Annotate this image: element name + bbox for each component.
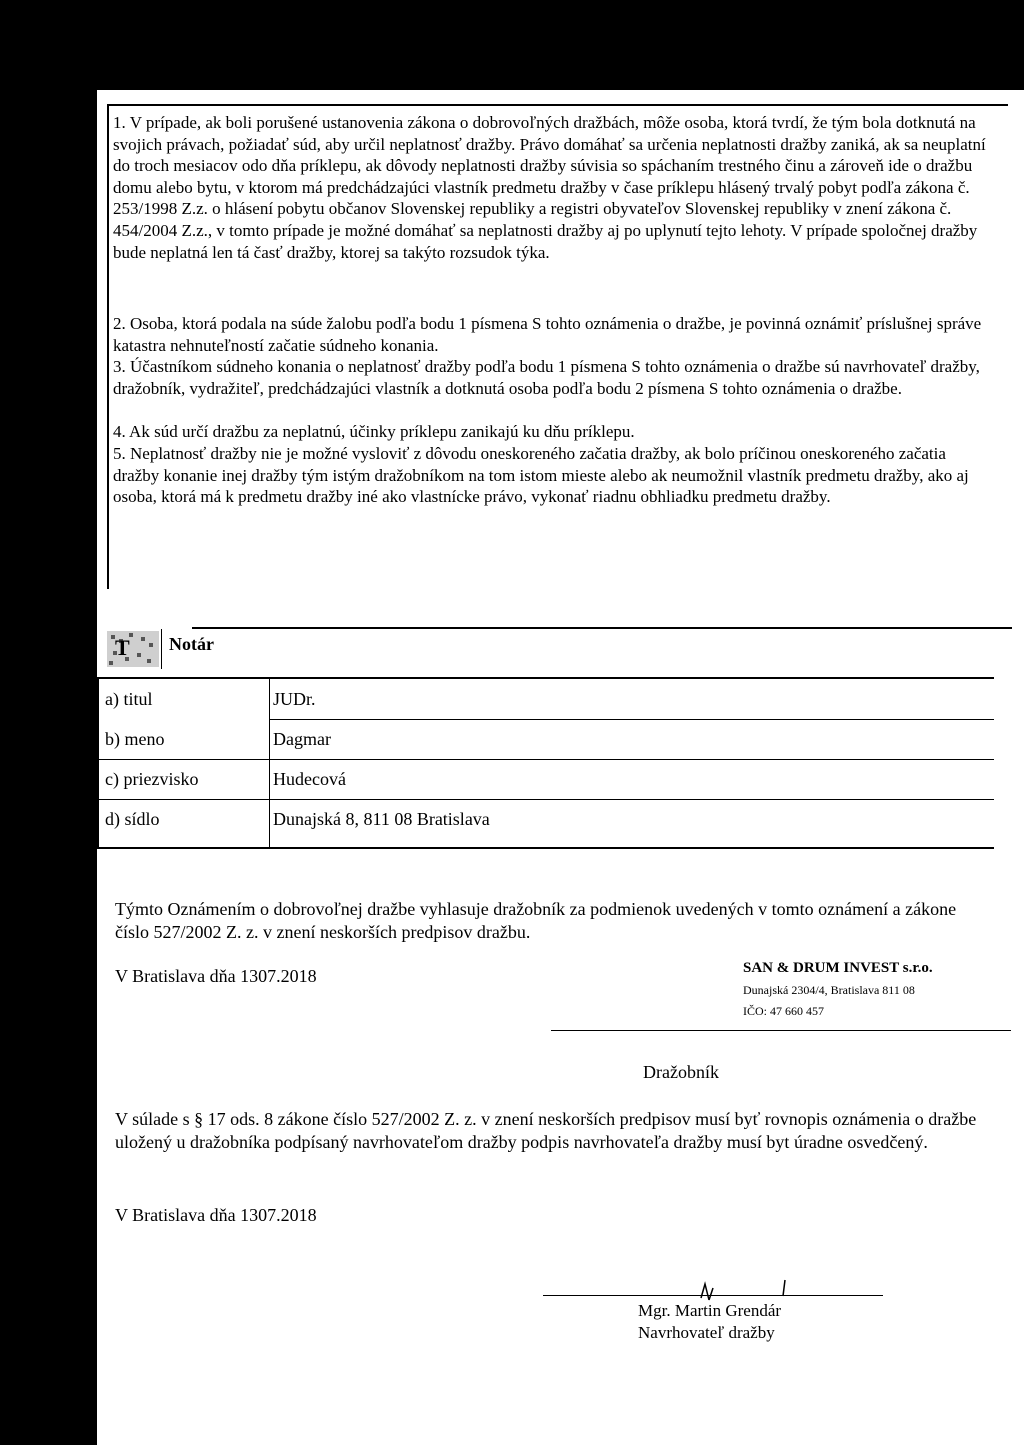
notary-label: a) titul <box>105 689 153 709</box>
place-date-2: V Bratislava dňa 1307.2018 <box>115 1205 317 1225</box>
signature-2-block <box>638 1300 781 1344</box>
notary-row-title <box>99 681 994 719</box>
signature-2-role: Navrhovateľ dražby <box>638 1323 775 1342</box>
notary-heading: Notár <box>169 634 214 654</box>
notary-value: Hudecová <box>273 769 346 789</box>
row-line <box>269 719 994 720</box>
paragraph-5: 5. Neplatnosť dražby nie je možné vysloviť z dôvodu oneskoreného začatia dražby, ak bolo príčinou oneskoreného začatia dražby konanie inej dražby tým istým dražobníkom na tom istom mieste alebo ak neumožnil vlastník predmetu dražby, ako aj osoba, ktorá má k predmetu dražby iné ako vlastnícke právo, vykonať riadnu obhliadku predmetu dražby. <box>113 444 969 507</box>
row-line <box>99 759 994 760</box>
signature-2-name: Mgr. Martin Grendár <box>638 1301 782 1320</box>
row-line <box>99 799 994 800</box>
company-stamp <box>743 960 1013 1019</box>
signature-1-role: Dražobník <box>643 1062 719 1082</box>
paragraph-4: 4. Ak súd určí dražbu za neplatnú, účinky príklepu zanikajú ku dňu príklepu. <box>113 422 635 441</box>
declaration-text: Týmto Oznámením o dobrovoľnej dražbe vyhlasuje dražobník za podmienok uvedených v tomto oznámení a zákone číslo 527/2002 Z. z. v znení neskorších predpisov dražbu. <box>115 899 957 942</box>
stamp-address: Dunajská 2304/4, Bratislava 811 08 <box>743 983 915 997</box>
place-date-1: V Bratislava dňa 1307.2018 <box>115 966 317 986</box>
notary-value: Dunajská 8, 811 08 Bratislava <box>273 809 490 829</box>
paragraph-3: 3. Účastníkom súdneho konania o neplatnosť dražby podľa bodu 1 písmena S tohto oznámenia o dražbe sú navrhovateľ dražby, dražobník, vydražiteľ, predchádzajúci vlastník a dotknutá osoba podľa bodu 2 písmena S tohto oznámenia o dražbe. <box>113 357 980 398</box>
signature-line-1 <box>551 1030 1011 1031</box>
stamp-company: SAN & DRUM INVEST s.r.o. <box>743 960 933 976</box>
notary-value: JUDr. <box>273 689 316 709</box>
svg-text:T: T <box>115 635 130 660</box>
notary-row-surname <box>99 761 994 799</box>
section-left-rule <box>107 104 109 589</box>
document-page <box>97 90 1024 1445</box>
paragraph-1: 1. V prípade, ak boli porušené ustanovenia zákona o dobrovoľných dražbách, môže osoba, ktorá tvrdí, že tým bola dotknutá na svojich právach, požiadať súd, aby určil neplatnosť dražby. Právo domáhať sa určenia neplatnosti dražby zaniká, ak sa neuplatní do troch mesiacov odo dňa príklepu, ak dôvody neplatnosti dražby súvisia so spáchaním trestného činu a zároveň ide o dražbu domu alebo bytu, v ktorom má predchádzajúci vlastník predmetu dražby v čase príklepu hlásený trvalý pobyt podľa zákona č. 253/1998 Z.z. o hlásení pobytu občanov Slovenskej republiky a registri obyvateľov Slovenskej republiky v znení zákona č. 454/2004 Z.z., v tomto prípade je možné domáhať sa neplatnosti dražby aj po uplynutí tejto lehoty. V prípade spoločnej dražby bude neplatná len tá časť dražby, ktorej sa takýto rozsudok týka. <box>113 113 986 262</box>
notary-label: d) sídlo <box>105 809 160 829</box>
notary-label: c) priezvisko <box>105 769 199 789</box>
notary-row-name <box>99 721 994 759</box>
compliance-note: V súlade s § 17 ods. 8 zákone číslo 527/2002 Z. z. v znení neskorších predpisov musí byť rovnopis oznámenia o dražbe uložený u dražobníka podpísaný navrhovateľom dražby podpis navrhovateľa dražby musí byt úradne osvedčený. <box>115 1109 977 1152</box>
section-top-rule <box>107 104 1008 106</box>
notary-heading-rule <box>192 627 1012 629</box>
stamp-ico: IČO: 47 660 457 <box>743 1004 824 1018</box>
paragraph-2: 2. Osoba, ktorá podala na súde žalobu podľa bodu 1 písmena S tohto oznámenia o dražbe, je povinná oznámiť príslušnej správe katastra nehnuteľností začatie súdneho konania. <box>113 314 982 355</box>
notary-table <box>97 677 994 849</box>
notary-label: b) meno <box>105 729 165 749</box>
notary-row-seat <box>99 801 994 839</box>
section-t-icon <box>105 629 162 669</box>
notary-value: Dagmar <box>273 729 331 749</box>
